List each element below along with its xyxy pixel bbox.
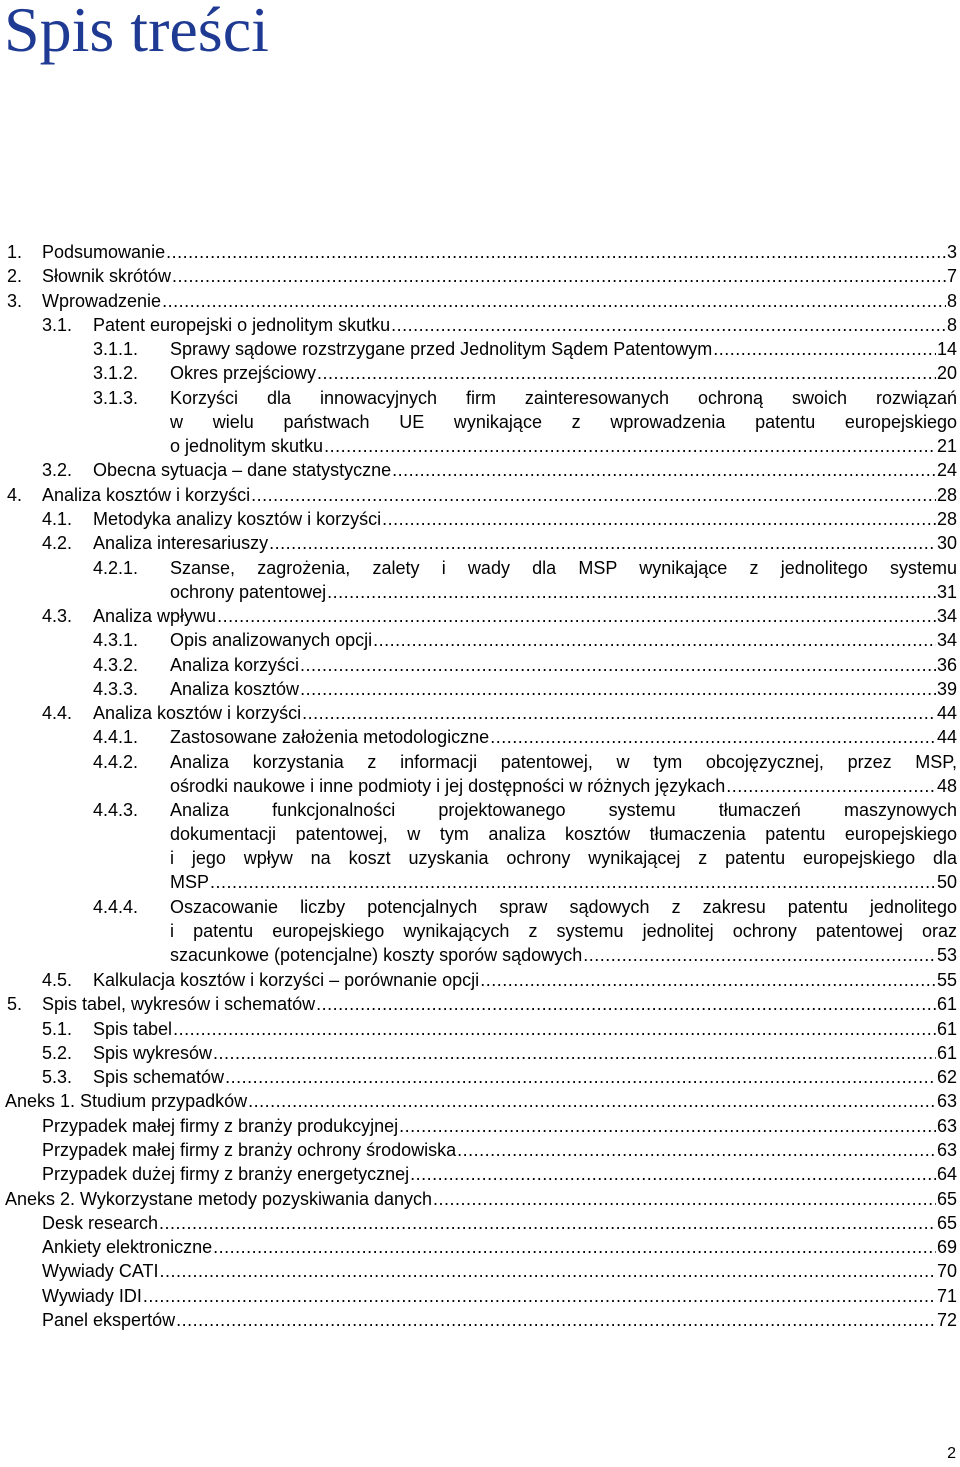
toc-entry-title: MSP [170,872,210,893]
toc-entry-title: Przypadek małej firmy z branży ochrony środowiska [42,1139,457,1160]
toc-entry[interactable] [0,1017,960,1041]
dot-leader [324,434,936,458]
toc-entry-number: 4.3. [42,606,73,627]
toc-entry[interactable] [0,240,960,264]
toc-entry-title: Słownik skrótów [42,266,172,287]
toc-entry-page: 50 [936,872,957,893]
toc-entry-title: Kalkulacja kosztów i korzyści – porównanie opcji [93,970,480,991]
dot-leader [176,1308,936,1332]
toc-entry[interactable] [0,337,960,361]
toc-entry-page: 70 [936,1261,957,1282]
toc-entry[interactable] [0,531,960,555]
dot-leader [373,628,936,652]
toc-entry-title: Spis tabel [93,1018,173,1039]
toc-entry-page: 34 [936,630,957,651]
toc-entry-number: 3.1.1. [93,339,139,360]
toc-entry[interactable] [0,1138,960,1162]
toc-entry-title-line: dokumentacji patentowej, w tym analiza kosztów tłumaczenia patentu europejskiego [170,824,957,845]
toc-entry-page: 31 [936,581,957,602]
dot-leader [726,774,936,798]
dot-leader [457,1138,936,1162]
toc-entry-page: 8 [946,290,957,311]
dot-leader [166,240,946,264]
toc-entry-number: 4.2.1. [93,557,139,578]
toc-entry-title: Analiza kosztów [170,678,300,699]
page-title: Spis treści [4,0,269,65]
toc-entry-title: Patent europejski o jednolitym skutku [93,314,391,335]
toc-entry-page: 28 [936,484,957,505]
toc-entry-title-line: Oszacowanie liczby potencjalnych spraw sądowych z zakresu patentu jednolitego [170,897,957,918]
toc-entry-page: 34 [936,606,957,627]
toc-entry-page: 71 [936,1285,957,1306]
dot-leader [173,1017,936,1041]
dot-leader [382,507,936,531]
toc-entry-page: 69 [936,1237,957,1258]
toc-entry[interactable] [0,1259,960,1283]
toc-entry[interactable] [0,1235,960,1259]
toc-entry-number: 1. [7,242,23,262]
dot-leader [490,725,936,749]
toc-entry[interactable] [0,313,960,337]
toc-entry-title: szacunkowe (potencjalne) koszty sporów sądowych [170,945,583,966]
toc-entry-page: 63 [936,1091,957,1112]
toc-entry-title: ośrodki naukowe i inne podmioty i jej dostępności w różnych językach [170,775,726,796]
toc-entry-number: 3.1.2. [93,363,139,384]
toc-entry-page: 61 [936,1018,957,1039]
toc-entry[interactable] [0,1284,960,1308]
toc-entry-number: 2. [7,266,23,287]
dot-leader [210,870,936,894]
toc-entry-number: 4.4.3. [93,800,139,821]
toc-entry-page: 63 [936,1115,957,1136]
toc-entry-page: 39 [936,678,957,699]
toc-entry[interactable] [0,1089,960,1113]
toc-entry-page: 61 [936,1042,957,1063]
dot-leader [317,361,936,385]
toc-entry-page: 36 [936,654,957,675]
toc-entry[interactable] [0,556,960,604]
toc-entry-title: Przypadek dużej firmy z branży energetycznej [42,1164,410,1185]
dot-leader [392,458,936,482]
toc-entry-title: ochrony patentowej [170,581,327,602]
toc-entry[interactable] [0,507,960,531]
toc-entry-number: 4.4. [42,703,73,724]
dot-leader [143,1284,936,1308]
dot-leader [316,992,936,1016]
toc-entry-title: Okres przejściowy [170,363,317,384]
dot-leader [172,264,946,288]
toc-entry[interactable] [0,1114,960,1138]
toc-entry-title-line: Analiza funkcjonalności projektowanego systemu tłumaczeń maszynowych [170,800,957,821]
toc-entry-page: 24 [936,460,957,481]
dot-leader [391,313,946,337]
toc-entry[interactable] [0,458,960,482]
toc-entry[interactable] [0,750,960,798]
toc-entry-number: 5.1. [42,1018,73,1039]
toc-entry-page: 8 [946,314,957,335]
toc-entry-number: 3. [7,290,23,311]
toc-entry-number: 4.4.4. [93,897,139,918]
toc-entry[interactable] [0,361,960,385]
toc-entry[interactable] [0,604,960,628]
toc-entry[interactable] [0,386,960,458]
toc-entry-number: 3.2. [42,460,73,481]
toc-entry-page: 55 [936,970,957,991]
toc-entry[interactable] [0,483,960,507]
toc-entry-title: Analiza kosztów i korzyści [93,703,302,724]
toc-entry-number: 4.3.1. [93,630,139,651]
toc-entry-title-line: Korzyści dla innowacyjnych firm zainteresowanych ochroną swoich rozwiązań [170,387,957,408]
toc-entry[interactable] [0,992,960,1016]
toc-entry[interactable] [0,1308,960,1332]
toc-entry-page: 30 [936,533,957,554]
toc-entry[interactable] [0,1211,960,1235]
toc-entry-page: 61 [936,994,957,1015]
dot-leader [713,337,936,361]
dot-leader [302,701,936,725]
dot-leader [583,943,936,967]
toc-entry-title-line: Analiza korzystania z informacji patentowej, w tym obcojęzycznej, przez MSP, [170,751,957,772]
dot-leader [251,483,936,507]
toc-entry-title: Spis schematów [93,1067,225,1088]
toc-entry-page: 3 [946,242,957,262]
toc-entry-page: 21 [936,435,957,456]
dot-leader [217,604,936,628]
dot-leader [225,1065,936,1089]
toc-entry-number: 4.3.3. [93,678,139,699]
toc-entry-page: 44 [936,727,957,748]
toc-entry-number: 3.1. [42,314,73,335]
toc-entry-page: 63 [936,1139,957,1160]
toc-entry-title: Analiza kosztów i korzyści [42,484,251,505]
toc-entry-title: Opis analizowanych opcji [170,630,373,651]
toc-entry[interactable] [0,895,960,967]
toc-entry-page: 20 [936,363,957,384]
dot-leader [213,1235,936,1259]
toc-entry-page: 44 [936,703,957,724]
toc-entry-page: 72 [936,1309,957,1330]
toc-entry-page: 14 [936,339,957,360]
toc-entry[interactable] [0,653,960,677]
toc-entry-title: Ankiety elektroniczne [42,1237,213,1258]
dot-leader [433,1187,936,1211]
toc-entry-number: 5.3. [42,1067,73,1088]
dot-leader [269,531,936,555]
toc-entry-title-line: w wielu państwach UE wynikające z wprowadzenia patentu europejskiego [170,411,957,432]
toc-entry[interactable] [0,289,960,313]
dot-leader [327,580,936,604]
toc-entry[interactable] [0,725,960,749]
toc-entry-page: 48 [936,775,957,796]
dot-leader [162,289,946,313]
toc-entry-number: 4.1. [42,508,73,529]
toc-entry-page: 62 [936,1067,957,1088]
dot-leader [300,653,936,677]
toc-entry-title: Wywiady IDI [42,1285,142,1306]
dot-leader [410,1162,936,1186]
toc-entry-title: Desk research [42,1212,159,1233]
toc-entry-number: 5. [7,994,23,1015]
toc-entry[interactable] [0,1041,960,1065]
toc-entry-title: Wywiady CATI [42,1261,159,1282]
dot-leader [248,1089,936,1113]
toc-entry-title: Spis wykresów [93,1042,213,1063]
toc-entry[interactable] [0,968,960,992]
toc-entry-title: o jednolitym skutku [170,435,324,456]
toc-entry-number: 4.3.2. [93,654,139,675]
toc-entry-number: 3.1.3. [93,387,139,408]
toc-entry-title: Zastosowane założenia metodologiczne [170,727,490,748]
toc-entry-title: Metodyka analizy kosztów i korzyści [93,508,382,529]
toc-entry-title: Panel ekspertów [42,1309,176,1330]
page-number: 2 [947,1445,956,1462]
toc-entry-page: 64 [936,1164,957,1185]
dot-leader [213,1041,936,1065]
toc-entry-title: Analiza korzyści [170,654,300,675]
toc-entry-title-line: Szanse, zagrożenia, zalety i wady dla MSP wynikające z jednolitego systemu [170,557,957,578]
toc-entry[interactable] [0,677,960,701]
toc-entry[interactable] [0,264,960,288]
dot-leader [399,1114,936,1138]
toc-entry-number: 4.4.2. [93,751,139,772]
toc-entry-title: Aneks 1. Studium przypadków [5,1091,248,1112]
toc-entry-title-line: i jego wpływ na koszt uzyskania ochrony wynikającej z patentu europejskiego dla [170,848,957,869]
toc-entry-title: Analiza interesariuszy [93,533,269,554]
toc-entry[interactable] [0,1187,960,1211]
toc-entry[interactable] [0,1162,960,1186]
toc-entry-title: Aneks 2. Wykorzystane metody pozyskiwania danych [5,1188,433,1209]
toc-entry-title: Obecna sytuacja – dane statystyczne [93,460,392,481]
toc-entry-number: 4.4.1. [93,727,139,748]
toc-entry[interactable] [0,798,960,894]
toc-entry-number: 5.2. [42,1042,73,1063]
toc-entry[interactable] [0,701,960,725]
toc-entry-number: 4.2. [42,533,73,554]
toc-entry-page: 65 [936,1212,957,1233]
toc-entry-page: 65 [936,1188,957,1209]
toc-entry-title: Podsumowanie [42,242,166,262]
toc-entry-title-line: i patentu europejskiego wynikających z systemu jednolitej ochrony patentowej oraz [170,921,957,942]
toc-entry-title: Analiza wpływu [93,606,217,627]
toc-entry-title: Wprowadzenie [42,290,162,311]
toc-entry-number: 4. [7,484,23,505]
toc-entry-title: Spis tabel, wykresów i schematów [42,994,316,1015]
toc-entry-title: Sprawy sądowe rozstrzygane przed Jednolitym Sądem Patentowym [170,339,713,360]
toc-entry-page: 7 [946,266,957,287]
toc-entry[interactable] [0,1065,960,1089]
toc-entry-page: 28 [936,508,957,529]
dot-leader [300,677,936,701]
toc-entry-number: 4.5. [42,970,73,991]
dot-leader [160,1259,936,1283]
dot-leader [480,968,936,992]
toc-entry-title: Przypadek małej firmy z branży produkcyjnej [42,1115,399,1136]
dot-leader [159,1211,936,1235]
toc-entry-page: 53 [936,945,957,966]
toc-entry[interactable] [0,628,960,652]
